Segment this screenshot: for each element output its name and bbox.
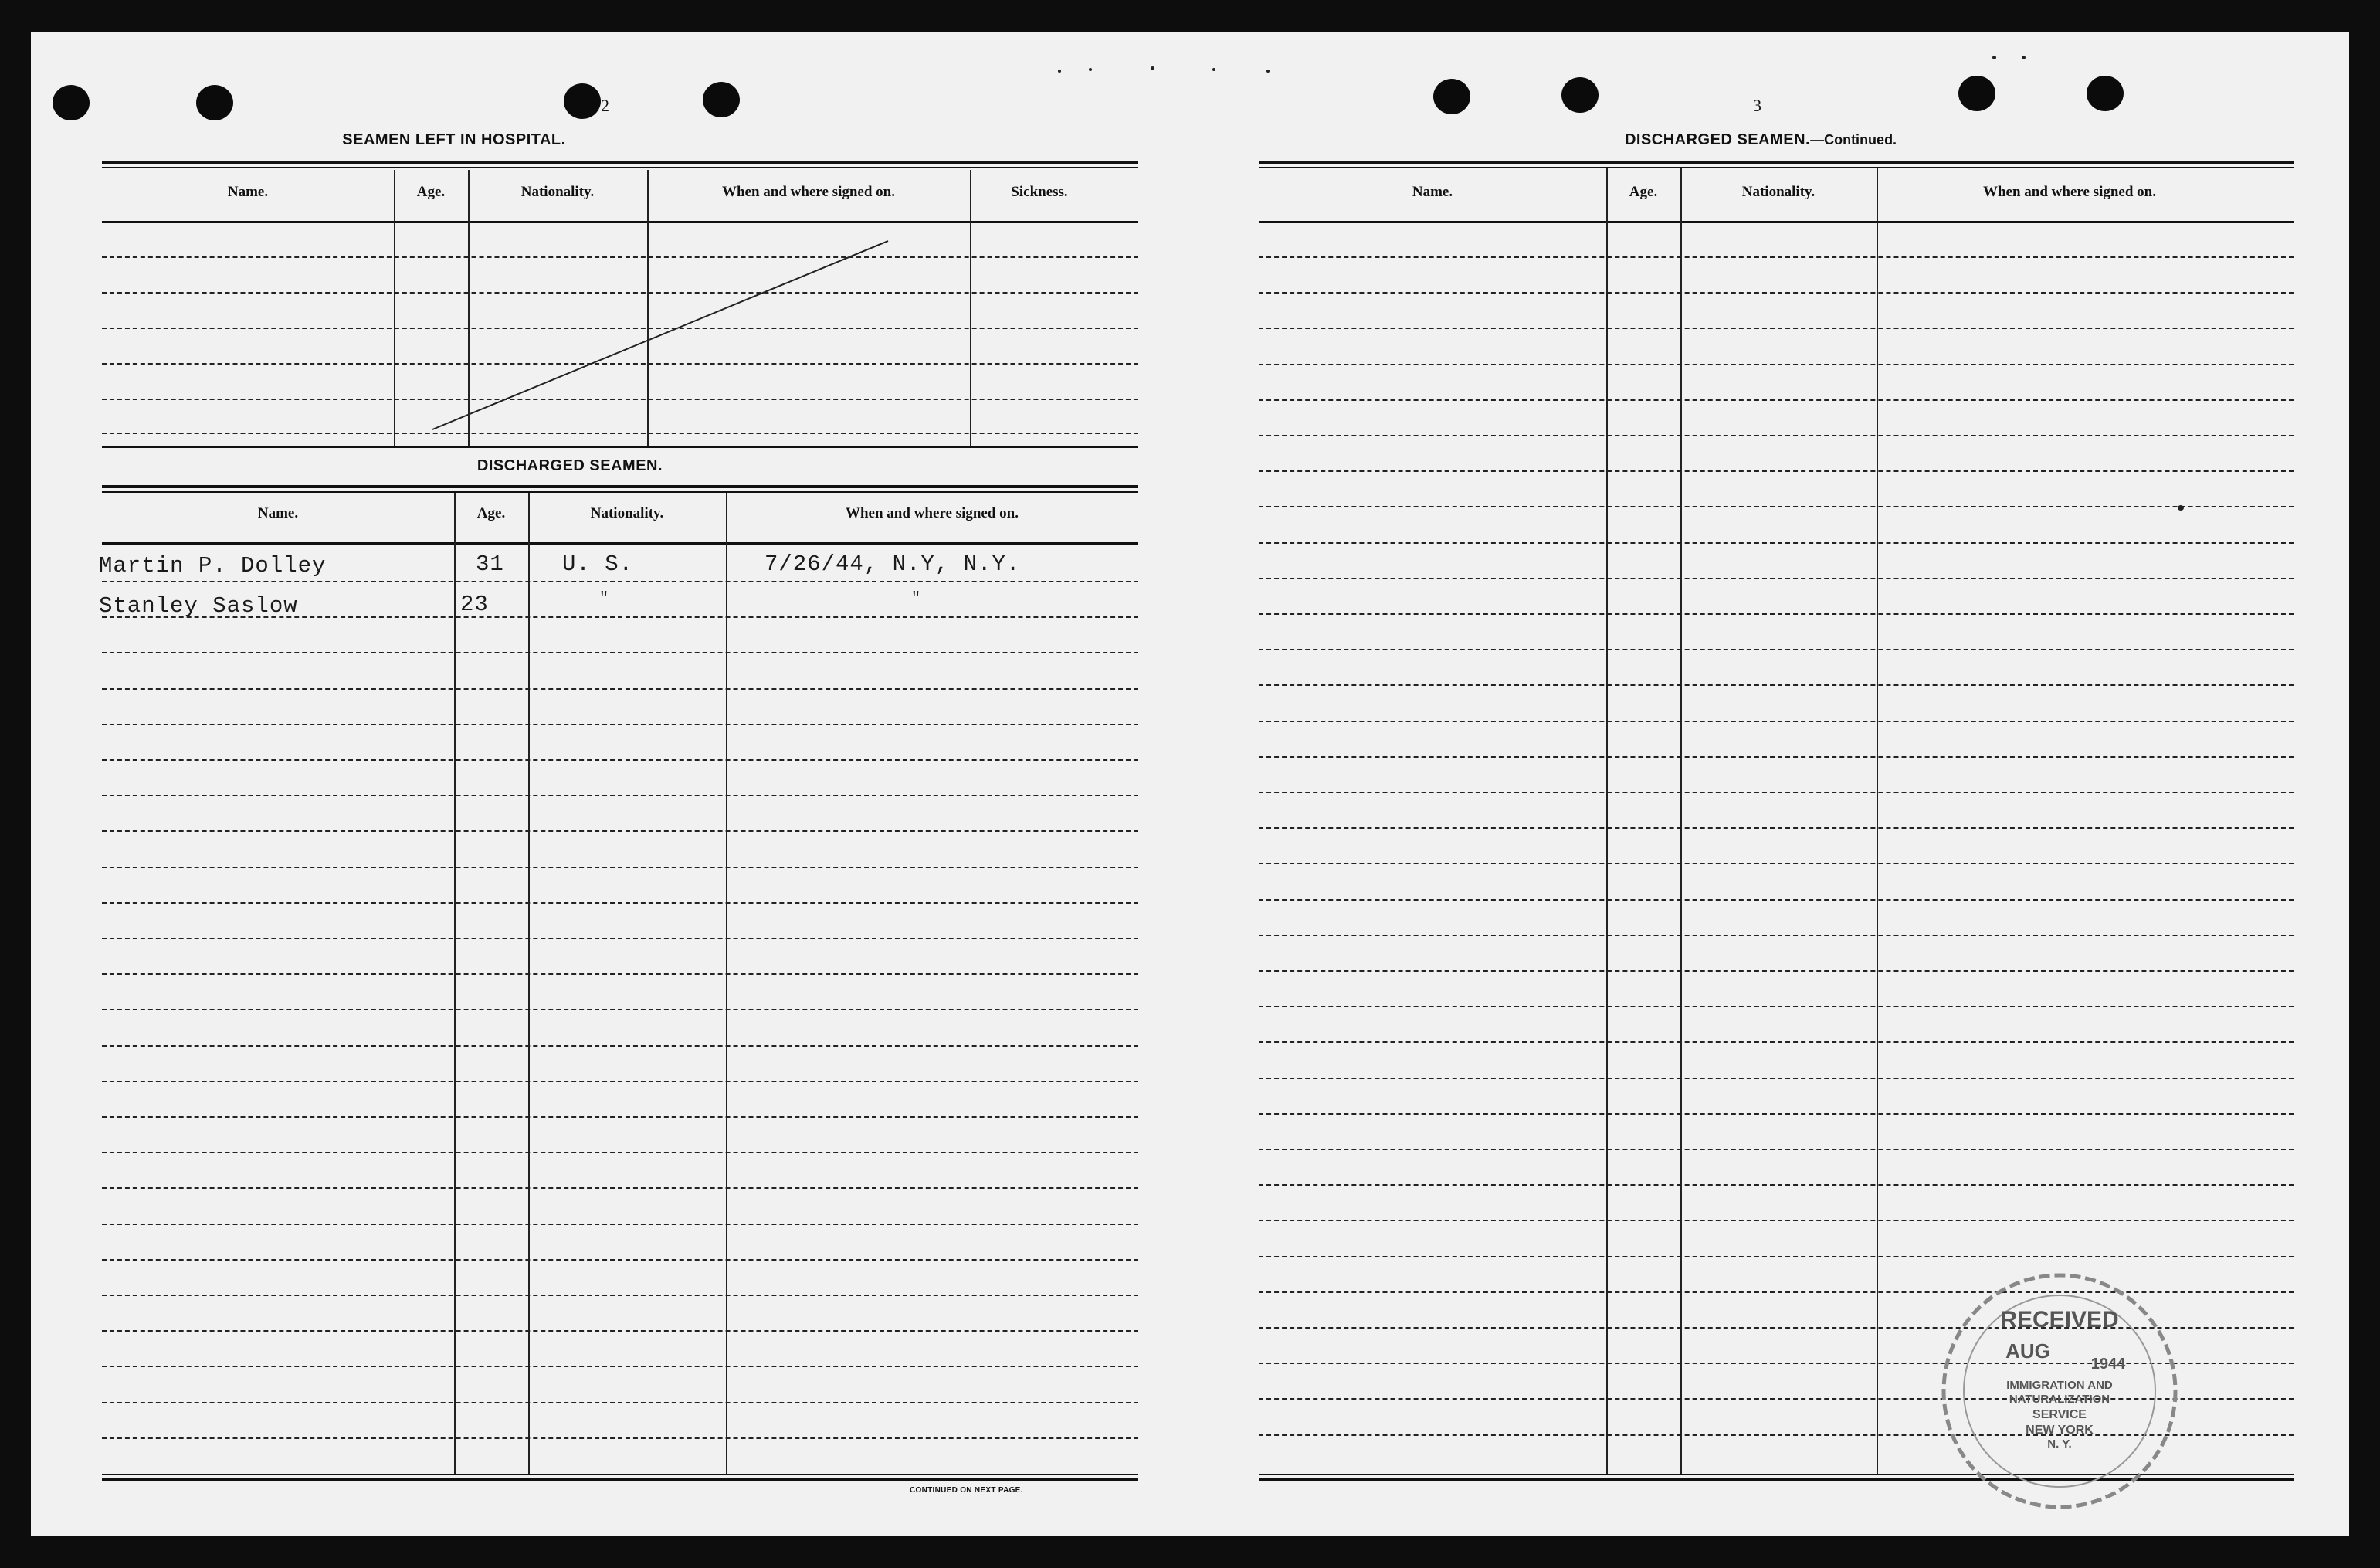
stamp-new-york: NEW YORK — [2026, 1424, 2094, 1437]
ruled-line — [102, 1437, 1138, 1439]
ruled-line — [1259, 970, 2294, 972]
hospital-section-title: SEAMEN LEFT IN HOSPITAL. — [342, 131, 566, 148]
ruled-line — [102, 1116, 1138, 1118]
ruled-line — [102, 1402, 1138, 1403]
discharged-row-1-signed-on: 7/26/44, N.Y, N.Y. — [765, 552, 1021, 577]
punch-hole — [1433, 79, 1470, 114]
ruled-line — [1259, 506, 2294, 507]
stamp-naturalization: NATURALIZATION — [2009, 1393, 2110, 1406]
stamp-service: SERVICE — [2032, 1408, 2087, 1421]
ruled-line — [102, 1187, 1138, 1189]
ruled-line — [1259, 1113, 2294, 1115]
ruled-line — [1259, 1220, 2294, 1221]
hospital-col-sickness: Sickness. — [1011, 184, 1068, 200]
right-page-title-sub: —Continued. — [1810, 132, 1897, 148]
right-page-title — [1599, 131, 1923, 149]
ruled-line — [102, 867, 1138, 868]
ruled-line — [1259, 364, 2294, 365]
ruled-line — [102, 616, 1138, 618]
ruled-line — [1259, 863, 2294, 864]
received-stamp — [1937, 1268, 2182, 1514]
punch-hole — [1561, 77, 1599, 113]
ruled-line — [102, 724, 1138, 725]
right-col-age: Age. — [1629, 184, 1658, 200]
ruled-line — [102, 1330, 1138, 1332]
ruled-line — [102, 1009, 1138, 1010]
ruled-line — [1259, 756, 2294, 758]
stamp-month: AUG — [2005, 1339, 2050, 1363]
ruled-line — [1259, 435, 2294, 436]
ruled-line — [102, 902, 1138, 904]
hospital-col-name: Name. — [227, 184, 269, 200]
right-col-signed-on: When and where signed on. — [1982, 184, 2156, 200]
ruled-line — [1259, 578, 2294, 579]
page-number-right: 3 — [1753, 96, 1761, 115]
discharged-row-2-name: Stanley Saslow — [99, 593, 298, 619]
hospital-col-age: Age. — [416, 184, 446, 200]
ruled-line — [102, 1152, 1138, 1153]
discharged-row-2-nationality: " — [599, 590, 610, 608]
discharged-row-1-name: Martin P. Dolley — [99, 553, 327, 579]
punch-hole — [2087, 76, 2124, 111]
ruled-line — [1259, 328, 2294, 329]
ruled-line — [102, 1045, 1138, 1047]
stamp-received: RECEIVED — [2000, 1307, 2119, 1332]
ruled-line — [102, 830, 1138, 832]
ruled-line — [1259, 935, 2294, 936]
discharged-col-name: Name. — [257, 505, 299, 521]
hospital-col-nationality: Nationality. — [520, 184, 595, 200]
ruled-line — [1259, 1041, 2294, 1043]
ruled-line — [1259, 470, 2294, 472]
ruled-line — [1259, 1184, 2294, 1186]
ruled-line — [102, 938, 1138, 939]
continued-note: CONTINUED ON NEXT PAGE. — [910, 1486, 1023, 1495]
discharged-col-signed-on: When and where signed on. — [845, 505, 1019, 521]
ruled-line — [1259, 899, 2294, 901]
ruled-line — [102, 759, 1138, 761]
stamp-immigration: IMMIGRATION AND — [2006, 1379, 2113, 1392]
ruled-line — [1259, 1006, 2294, 1007]
discharged-col-nationality: Nationality. — [590, 505, 664, 521]
ruled-line — [1259, 256, 2294, 258]
stamp-ny: N. Y. — [2047, 1437, 2072, 1451]
ruled-line — [1259, 1078, 2294, 1079]
ruled-line — [102, 688, 1138, 690]
right-col-nationality: Nationality. — [1741, 184, 1816, 200]
discharged-row-1-age: 31 — [476, 552, 504, 577]
ruled-line — [1259, 684, 2294, 686]
discharged-row-1-nationality: U. S. — [562, 552, 634, 577]
ruled-line — [1259, 542, 2294, 544]
ruled-line — [1259, 1149, 2294, 1150]
ruled-line — [1259, 649, 2294, 650]
page-number-left: 2 — [601, 96, 609, 115]
ruled-line — [102, 1295, 1138, 1296]
ruled-line — [1259, 292, 2294, 294]
ruled-line — [102, 1224, 1138, 1225]
ruled-line — [102, 581, 1138, 582]
discharged-row-2-age: 23 — [460, 592, 489, 617]
ruled-line — [1259, 721, 2294, 722]
discharged-section-title: DISCHARGED SEAMEN. — [476, 457, 663, 474]
ruled-line — [102, 652, 1138, 653]
ruled-line — [102, 1081, 1138, 1082]
stamp-year: 1944 — [2090, 1356, 2126, 1373]
punch-hole — [1958, 76, 1995, 111]
right-col-name: Name. — [1412, 184, 1453, 200]
ruled-line — [102, 1366, 1138, 1367]
discharged-col-age: Age. — [476, 505, 506, 521]
ruled-line — [102, 973, 1138, 975]
ruled-line — [1259, 792, 2294, 793]
strikethrough-line — [31, 32, 1189, 496]
ruled-line — [1259, 827, 2294, 829]
hospital-col-signed-on: When and where signed on. — [721, 184, 895, 200]
ruled-line — [102, 1259, 1138, 1261]
ruled-line — [102, 795, 1138, 796]
document-sheet — [31, 32, 2349, 1536]
ruled-line — [1259, 1256, 2294, 1257]
ruled-line — [1259, 613, 2294, 615]
ruled-line — [1259, 399, 2294, 401]
right-page-title-main: DISCHARGED SEAMEN. — [1624, 131, 1811, 148]
discharged-row-2-signed-on: " — [911, 590, 922, 608]
